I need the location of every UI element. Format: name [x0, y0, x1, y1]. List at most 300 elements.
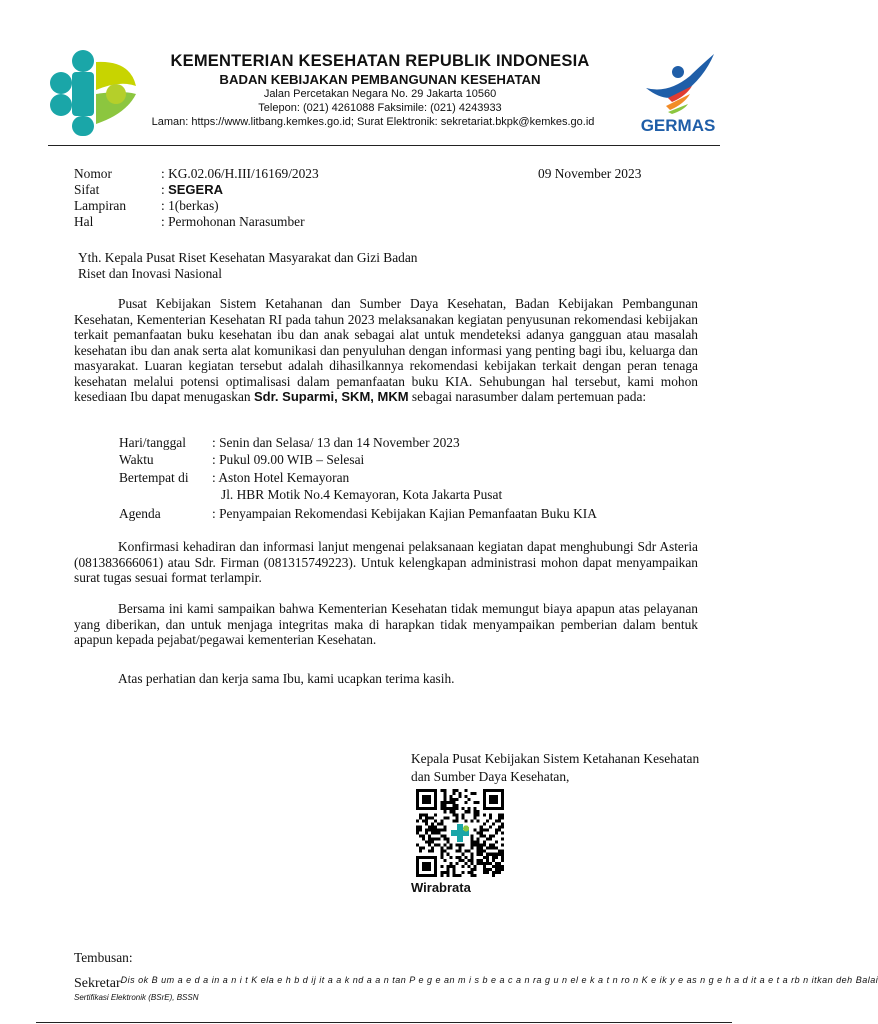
qr-module: [480, 828, 483, 831]
qr-module: [465, 801, 468, 804]
qr-module: [458, 859, 461, 862]
qr-module: [495, 831, 498, 834]
qr-module: [440, 865, 443, 868]
qr-module: [452, 810, 455, 813]
qr-module: [468, 850, 471, 853]
qr-module: [471, 792, 474, 795]
qr-module: [458, 795, 461, 798]
header-divider: [48, 145, 720, 146]
qr-module: [452, 804, 455, 807]
qr-module: [425, 828, 428, 831]
qr-module: [477, 831, 480, 834]
qr-module: [443, 807, 446, 810]
qr-module: [455, 819, 458, 822]
qr-module: [495, 871, 498, 874]
qr-module: [486, 819, 489, 822]
qr-module: [501, 865, 504, 868]
paragraph-closing: Atas perhatian dan kerja sama Ibu, kami ucapkan terima kasih.: [118, 671, 455, 686]
qr-module: [474, 807, 477, 810]
qr-module: [471, 838, 474, 841]
qr-module: [483, 850, 486, 853]
qr-module: [452, 807, 455, 810]
sifat-value: SEGERA: [168, 182, 223, 197]
qr-module: [480, 825, 483, 828]
qr-module: [498, 868, 501, 871]
qr-module: [492, 835, 495, 838]
qr-module: [416, 825, 419, 828]
qr-module: [431, 822, 434, 825]
qr-module: [419, 835, 422, 838]
qr-module: [425, 841, 428, 844]
qr-module: [477, 862, 480, 865]
qr-module: [498, 825, 501, 828]
qr-module: [455, 813, 458, 816]
qr-module: [452, 819, 455, 822]
qr-module: [446, 868, 449, 871]
germas-label: GERMAS: [640, 116, 716, 135]
qr-module: [455, 850, 458, 853]
qr-module: [471, 853, 474, 856]
qr-module: [452, 789, 455, 792]
letter-date: 09 November 2023: [538, 166, 642, 181]
qr-module: [471, 868, 474, 871]
qr-module: [416, 828, 419, 831]
qr-finder-top-left: [416, 789, 437, 810]
qr-module: [474, 844, 477, 847]
qr-module: [465, 789, 468, 792]
qr-module: [474, 828, 477, 831]
qr-module: [449, 801, 452, 804]
place-value: : Aston Hotel Kemayoran: [212, 470, 350, 485]
germas-logo: [638, 50, 718, 135]
qr-module: [428, 841, 431, 844]
qr-module: [474, 874, 477, 877]
recipient-line-1: Yth. Kepala Pusat Riset Kesehatan Masyarakat dan Gizi Badan: [78, 250, 418, 265]
qr-module: [419, 816, 422, 819]
assigned-speaker-name: Sdr. Suparmi, SKM, MKM: [253, 389, 409, 404]
qr-module: [455, 807, 458, 810]
qr-module: [498, 862, 501, 865]
qr-module: [449, 810, 452, 813]
qr-module: [501, 856, 504, 859]
qr-module: [443, 838, 446, 841]
qr-module: [449, 798, 452, 801]
qr-module: [483, 865, 486, 868]
qr-module: [443, 835, 446, 838]
qr-module: [489, 813, 492, 816]
qr-module: [449, 844, 452, 847]
qr-module: [489, 835, 492, 838]
qr-module: [486, 859, 489, 862]
qr-module: [443, 789, 446, 792]
qr-module: [440, 789, 443, 792]
qr-module: [440, 871, 443, 874]
qr-module: [455, 798, 458, 801]
cc-line-start: Sekretar: [74, 976, 121, 991]
qr-module: [480, 847, 483, 850]
qr-module: [458, 874, 461, 877]
qr-module: [462, 859, 465, 862]
qr-module: [440, 828, 443, 831]
qr-module: [483, 813, 486, 816]
qr-module: [434, 819, 437, 822]
qr-module: [480, 859, 483, 862]
qr-finder-top-right: [483, 789, 504, 810]
qr-module: [440, 807, 443, 810]
qr-module: [477, 847, 480, 850]
qr-module: [452, 801, 455, 804]
qr-module: [440, 853, 443, 856]
day-value: : Senin dan Selasa/ 13 dan 14 November 2023: [212, 435, 460, 450]
qr-module: [483, 841, 486, 844]
qr-module: [474, 868, 477, 871]
qr-module: [455, 844, 458, 847]
agency-name: BADAN KEBIJAKAN PEMBANGUNAN KESEHATAN: [219, 72, 541, 87]
lampiran-label: Lampiran: [74, 198, 127, 213]
qr-module: [431, 831, 434, 834]
qr-module: [425, 816, 428, 819]
qr-module: [419, 825, 422, 828]
agenda-label: Agenda: [119, 506, 161, 521]
qr-module: [419, 847, 422, 850]
qr-module: [471, 856, 474, 859]
qr-module: [465, 819, 468, 822]
paragraph-integrity: Bersama ini kami sampaikan bahwa Kementerian Kesehatan tidak memungut biaya apapun atas pelayanan yang diberikan, dan untuk menjaga integritas maka di harapkan tidak menyampaikan pemberian dalam bentuk apapun kepada pejabat/pegawai kementerian Kesehatan.: [74, 601, 698, 647]
qr-module: [446, 847, 449, 850]
qr-module: [455, 804, 458, 807]
qr-module: [434, 813, 437, 816]
qr-module: [434, 825, 437, 828]
qr-module: [501, 813, 504, 816]
phone-line: Telepon: (021) 4261088 Faksimile: (021) 4243933: [258, 102, 502, 114]
qr-module: [501, 838, 504, 841]
qr-module: [431, 825, 434, 828]
qr-module: [443, 859, 446, 862]
qr-module: [495, 853, 498, 856]
qr-module: [477, 859, 480, 862]
qr-module: [440, 801, 443, 804]
qr-module: [483, 871, 486, 874]
qr-module: [495, 841, 498, 844]
qr-module: [440, 835, 443, 838]
qr-module: [443, 795, 446, 798]
qr-module: [495, 819, 498, 822]
place-label: Bertempat di: [119, 470, 189, 485]
qr-module: [474, 865, 477, 868]
qr-module: [428, 844, 431, 847]
footer-divider: [36, 1022, 732, 1023]
qr-module: [452, 792, 455, 795]
qr-module: [477, 850, 480, 853]
qr-module: [480, 853, 483, 856]
time-value: : Pukul 09.00 WIB – Selesai: [212, 452, 365, 467]
qr-module: [446, 816, 449, 819]
qr-module: [498, 850, 501, 853]
qr-module: [455, 856, 458, 859]
paragraph-intro-text: Pusat Kebijakan Sistem Ketahanan dan Sumber Daya Kesehatan, Badan Kebijakan Pembangunan Kesehatan, Kementerian Kesehatan RI pada tahun 2023 melaksanakan kegiatan penyusunan rekomendasi kebijakan terkait pemanfaatan buku kesehatan ibu dan anak sebagai alat untuk mendeteksi adanya gangguan atau masalah kesehatan ibu dan anak serta alat komunikasi dan penyuluhan dengan informasi yang penting bagi ibu, keluarga dan masyarakat. Luaran kegiatan tersebut adalah dihasilkannya rekomendasi kebijakan terkait dengan peran tenaga kesehatan melalui potensi optimalisasi dalam pemanfaatan buku KIA. Sehubungan hal tersebut, kami mohon kesediaan Ibu dapat menugaskan: [74, 296, 698, 404]
sifat-label: Sifat: [74, 182, 100, 197]
qr-module: [480, 862, 483, 865]
qr-module: [495, 828, 498, 831]
qr-module: [498, 871, 501, 874]
qr-module: [452, 813, 455, 816]
qr-module: [501, 853, 504, 856]
qr-module: [452, 865, 455, 868]
qr-module: [458, 856, 461, 859]
qr-module: [422, 819, 425, 822]
qr-module: [489, 816, 492, 819]
qr-module: [465, 810, 468, 813]
cc-overlay-text: Dis ok B um a e d a in a n i t K ela e h b d ij it a a k nd a a n tan P e g e an m i s b e a c a n ra g u n el e k a t n ro n K e ik y e as n g e h a d it a e t a rb n itkan deh Balai: [120, 975, 878, 985]
qr-module: [480, 831, 483, 834]
qr-module: [474, 810, 477, 813]
qr-module: [440, 804, 443, 807]
qr-module: [443, 825, 446, 828]
qr-module: [501, 825, 504, 828]
qr-module: [489, 838, 492, 841]
qr-module: [468, 798, 471, 801]
qr-module: [462, 816, 465, 819]
qr-module: [498, 813, 501, 816]
qr-module: [486, 856, 489, 859]
qr-module: [462, 853, 465, 856]
qr-module: [425, 813, 428, 816]
qr-module: [437, 822, 440, 825]
qr-module: [477, 810, 480, 813]
cc-line: [74, 972, 878, 992]
qr-module: [458, 850, 461, 853]
qr-module: [474, 841, 477, 844]
qr-module: [465, 862, 468, 865]
qr-module: [477, 853, 480, 856]
qr-module: [428, 825, 431, 828]
qr-module: [440, 819, 443, 822]
qr-module: [428, 816, 431, 819]
qr-module: [446, 801, 449, 804]
qr-module: [498, 828, 501, 831]
qr-module: [431, 816, 434, 819]
qr-module: [483, 822, 486, 825]
paragraph-contact: Konfirmasi kehadiran dan informasi lanjut mengenai pelaksanaan kegiatan dapat menghubungi Sdr Asteria (081383666061) atau Sdr. Firman (081315749223). Untuk kelengkapan administrasi mohon dapat menyampaikan surat tugas sesuai format terlampir.: [74, 539, 698, 585]
qr-module: [501, 868, 504, 871]
qr-module: [437, 831, 440, 834]
qr-module: [474, 813, 477, 816]
qr-module: [462, 865, 465, 868]
qr-module: [492, 871, 495, 874]
qr-center-logo: [449, 822, 470, 843]
signer-name: Wirabrata: [411, 880, 471, 895]
qr-module: [440, 874, 443, 877]
qr-module: [431, 841, 434, 844]
qr-module: [458, 844, 461, 847]
qr-module: [492, 847, 495, 850]
qr-module: [428, 838, 431, 841]
qr-module: [501, 859, 504, 862]
qr-module: [495, 865, 498, 868]
nomor-value: : KG.02.06/H.III/16169/2023: [161, 166, 319, 181]
qr-module: [495, 862, 498, 865]
qr-module: [443, 801, 446, 804]
qr-module: [465, 850, 468, 853]
day-label: Hari/tanggal: [119, 435, 186, 450]
qr-module: [434, 828, 437, 831]
qr-module: [477, 813, 480, 816]
qr-module: [419, 813, 422, 816]
qr-finder-bottom-left: [416, 856, 437, 877]
qr-module: [468, 810, 471, 813]
qr-module: [422, 838, 425, 841]
qr-module: [480, 844, 483, 847]
qr-module: [465, 795, 468, 798]
sifat-colon: :: [161, 182, 169, 197]
qr-module: [483, 856, 486, 859]
qr-module: [431, 828, 434, 831]
qr-module: [440, 850, 443, 853]
place-address: Jl. HBR Motik No.4 Kemayoran, Kota Jakarta Pusat: [221, 487, 503, 502]
qr-module: [471, 835, 474, 838]
qr-module: [492, 865, 495, 868]
qr-module: [425, 831, 428, 834]
qr-module: [446, 865, 449, 868]
qr-module: [443, 816, 446, 819]
qr-module: [471, 819, 474, 822]
qr-module: [440, 856, 443, 859]
ministry-name: KEMENTERIAN KESEHATAN REPUBLIK INDONESIA: [170, 52, 590, 70]
qr-module: [468, 865, 471, 868]
qr-module: [440, 822, 443, 825]
qr-module: [419, 828, 422, 831]
qr-module: [471, 847, 474, 850]
qr-module: [483, 862, 486, 865]
qr-module: [501, 844, 504, 847]
qr-module: [455, 816, 458, 819]
qr-module: [471, 841, 474, 844]
qr-module: [425, 822, 428, 825]
qr-module: [480, 850, 483, 853]
qr-module: [431, 850, 434, 853]
qr-module: [468, 871, 471, 874]
qr-module: [455, 874, 458, 877]
qr-module: [434, 844, 437, 847]
qr-module: [455, 862, 458, 865]
qr-module: [446, 807, 449, 810]
qr-module: [501, 850, 504, 853]
qr-module: [422, 813, 425, 816]
qr-module: [443, 810, 446, 813]
qr-module: [474, 816, 477, 819]
hal-label: Hal: [74, 214, 94, 229]
qr-module: [437, 844, 440, 847]
qr-module: [498, 853, 501, 856]
qr-module: [419, 850, 422, 853]
qr-module: [492, 844, 495, 847]
qr-module: [477, 841, 480, 844]
qr-module: [468, 807, 471, 810]
qr-module: [443, 844, 446, 847]
qr-module: [465, 856, 468, 859]
qr-module: [492, 859, 495, 862]
qr-module: [443, 850, 446, 853]
bsre-note: Sertifikasi Elektronik (BSrE), BSSN: [74, 993, 199, 1002]
qr-module: [431, 847, 434, 850]
qr-module: [471, 844, 474, 847]
recipient-line-2: Riset dan Inovasi Nasional: [78, 266, 222, 281]
paragraph-intro: [74, 296, 698, 405]
qr-module: [428, 850, 431, 853]
qr-module: [474, 801, 477, 804]
nomor-label: Nomor: [74, 166, 112, 181]
qr-module: [477, 801, 480, 804]
qr-module: [462, 807, 465, 810]
qr-module: [501, 822, 504, 825]
qr-module: [452, 874, 455, 877]
qr-module: [492, 874, 495, 877]
hal-value: : Permohonan Narasumber: [161, 214, 305, 229]
qr-module: [449, 862, 452, 865]
qr-module: [489, 844, 492, 847]
qr-module: [486, 847, 489, 850]
qr-module: [495, 868, 498, 871]
qr-module: [458, 847, 461, 850]
qr-module: [446, 871, 449, 874]
qr-module: [443, 871, 446, 874]
qr-module: [449, 856, 452, 859]
qr-module: [489, 862, 492, 865]
qr-module: [495, 856, 498, 859]
qr-module: [483, 844, 486, 847]
qr-module: [486, 828, 489, 831]
qr-module: [446, 874, 449, 877]
qr-code: [416, 789, 504, 877]
qr-module: [483, 868, 486, 871]
qr-module: [495, 847, 498, 850]
qr-module: [489, 847, 492, 850]
qr-module: [477, 844, 480, 847]
qr-module: [492, 853, 495, 856]
qr-module: [449, 795, 452, 798]
signer-title-2: dan Sumber Daya Kesehatan,: [411, 769, 570, 784]
qr-module: [492, 856, 495, 859]
qr-module: [452, 871, 455, 874]
qr-module: [428, 835, 431, 838]
qr-module: [462, 871, 465, 874]
qr-module: [483, 835, 486, 838]
qr-module: [437, 838, 440, 841]
qr-module: [458, 792, 461, 795]
sifat-field: [161, 182, 223, 198]
address-line: Jalan Percetakan Negara No. 29 Jakarta 10560: [263, 88, 497, 100]
qr-module: [489, 825, 492, 828]
qr-module: [449, 807, 452, 810]
qr-module: [431, 838, 434, 841]
qr-module: [443, 792, 446, 795]
qr-module: [501, 816, 504, 819]
qr-module: [462, 813, 465, 816]
qr-module: [471, 874, 474, 877]
qr-module: [434, 838, 437, 841]
qr-module: [428, 828, 431, 831]
qr-module: [498, 865, 501, 868]
qr-module: [416, 831, 419, 834]
qr-module: [477, 838, 480, 841]
qr-module: [437, 828, 440, 831]
qr-module: [489, 853, 492, 856]
lampiran-value: : 1(berkas): [161, 198, 219, 213]
qr-module: [462, 844, 465, 847]
qr-module: [446, 853, 449, 856]
qr-module: [471, 859, 474, 862]
agenda-value: : Penyampaian Rekomendasi Kebijakan Kajian Pemanfaatan Buku KIA: [212, 506, 597, 521]
